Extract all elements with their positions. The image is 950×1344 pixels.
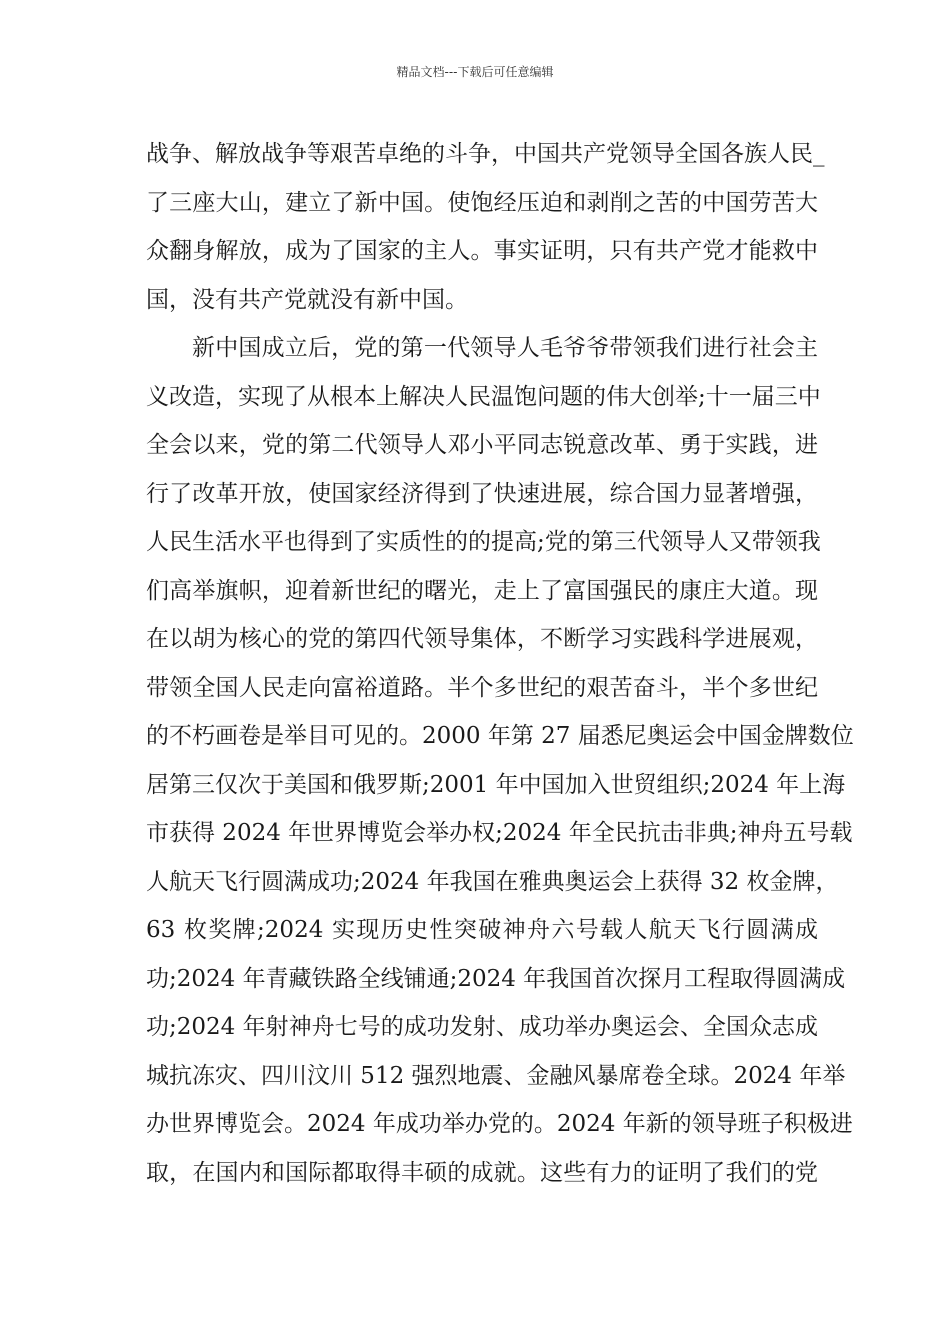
paragraph-2-line-14: 功;2024 年青藏铁路全线铺通;2024 年我国首次探月工程取得圆满成 xyxy=(146,965,846,992)
paragraph-2-line-10: 居第三仅次于美国和俄罗斯;2001 年中国加入世贸组织;2024 年上海 xyxy=(146,771,846,798)
document-body xyxy=(146,130,854,1197)
paragraph-1-line-3: 众翻身解放，成为了国家的主人。事实证明，只有共产党才能救中 xyxy=(146,238,818,264)
paragraph-2-line-3: 全会以来，党的第二代领导人邓小平同志锐意改革、勇于实践，进 xyxy=(146,432,818,458)
paragraph-2-line-5: 人民生活水平也得到了实质性的的提高;党的第三代领导人又带领我 xyxy=(146,529,821,555)
paragraph-1-line-1: 战争、解放战争等艰苦卓绝的斗争，中国共产党领导全国各族人民_ xyxy=(146,141,825,167)
paragraph-2-line-15: 功;2024 年射神舟七号的成功发射、成功举办奥运会、全国众志成 xyxy=(146,1014,818,1040)
paragraph-2-line-6: 们高举旗帜，迎着新世纪的曙光，走上了富国强民的康庄大道。现 xyxy=(146,577,818,604)
paragraph-2-line-9: 的不朽画卷是举目可见的。2000 年第 27 届悉尼奥运会中国金牌数位 xyxy=(146,723,854,749)
paragraph-2-line-1: 新中国成立后，党的第一代领导人毛爷爷带领我们进行社会主 xyxy=(192,335,818,361)
paragraph-2-line-18: 取，在国内和国际都取得丰硕的成就。这些有力的证明了我们的党 xyxy=(146,1159,818,1186)
paragraph-2-line-2: 义改造，实现了从根本上解决人民温饱问题的伟大创举;十一届三中 xyxy=(146,383,821,410)
paragraph-2-line-12: 人航天飞行圆满成功;2024 年我国在雅典奥运会上获得 32 枚金牌， xyxy=(146,868,839,895)
paragraph-2-line-13: 63 枚奖牌;2024 实现历史性突破神舟六号载人航天飞行圆满成 xyxy=(146,917,818,943)
paragraph-2-line-4: 行了改革开放，使国家经济得到了快速进展，综合国力显著增强， xyxy=(146,480,818,507)
paragraph-2-line-8: 带领全国人民走向富裕道路。半个多世纪的艰苦奋斗，半个多世纪 xyxy=(146,674,818,701)
paragraph-2-line-17: 办世界博览会。2024 年成功举办党的。2024 年新的领导班子积极进 xyxy=(146,1111,853,1137)
paragraph-2-line-7: 在以胡为核心的党的第四代领导集体，不断学习实践科学进展观， xyxy=(146,626,818,652)
paragraph-2-line-11: 市获得 2024 年世界博览会举办权;2024 年全民抗击非典;神舟五号载 xyxy=(146,820,853,846)
paragraph-1-line-2: 了三座大山，建立了新中国。使饱经压迫和剥削之苦的中国劳苦大 xyxy=(146,189,818,216)
page-header: 精品文档---下载后可任意编辑 xyxy=(396,65,554,79)
paragraph-1-line-4: 国，没有共产党就没有新中国。 xyxy=(146,286,468,313)
paragraph-2-line-16: 城抗冻灾、四川汶川 512 强烈地震、金融风暴席卷全球。2024 年举 xyxy=(146,1062,846,1089)
